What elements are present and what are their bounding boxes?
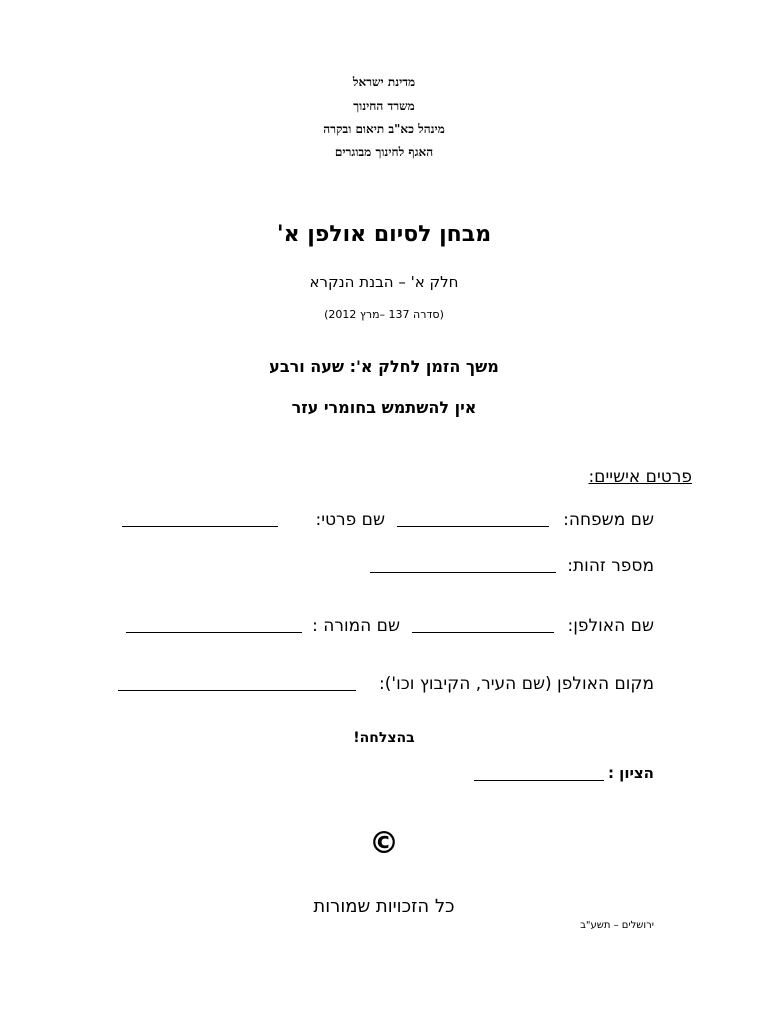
header-administration: מינהל כא"ב תיאום ובקרה: [323, 122, 445, 136]
header-state: מדינת ישראל: [352, 75, 416, 89]
first-name-label: שם פרטי:: [315, 510, 385, 530]
last-name-line[interactable]: [397, 526, 549, 527]
exam-part: חלק א' – הבנת הנקרא: [309, 273, 459, 291]
id-number-label: מספר זהות:: [567, 556, 654, 576]
first-name-line[interactable]: [122, 526, 278, 527]
ulpan-name-line[interactable]: [412, 632, 554, 633]
ulpan-location-line[interactable]: [118, 690, 356, 691]
header-ministry: משרד החינוך: [353, 99, 415, 113]
place-and-date: ירושלים – תשע"ב: [580, 920, 654, 931]
last-name-label: שם משפחה:: [563, 510, 654, 530]
all-rights-reserved: כל הזכויות שמורות: [313, 896, 455, 917]
header-department: האגף לחינוך מבוגרים: [334, 145, 434, 159]
teacher-name-line[interactable]: [126, 632, 302, 633]
exam-series: (סדרה 137 –מרץ 2012): [324, 308, 444, 321]
grade-line[interactable]: [474, 780, 604, 781]
exam-duration: משך הזמן לחלק א': שעה ורבע: [269, 357, 499, 376]
ulpan-name-label: שם האולפן:: [567, 616, 654, 636]
grade-label: הציון :: [607, 764, 654, 782]
exam-title: מבחן לסיום אולפן א': [276, 222, 492, 247]
exam-no-aids: אין להשתמש בחומרי עזר: [291, 398, 477, 417]
teacher-name-label: שם המורה :: [312, 616, 400, 636]
id-number-line[interactable]: [370, 572, 556, 573]
good-luck-text: בהצלחה!: [353, 730, 415, 746]
copyright-icon: ©: [369, 826, 399, 861]
ulpan-location-label: מקום האולפן (שם העיר, הקיבוץ וכו'):: [379, 674, 654, 694]
personal-details-heading: פרטים אישיים:: [588, 467, 692, 487]
